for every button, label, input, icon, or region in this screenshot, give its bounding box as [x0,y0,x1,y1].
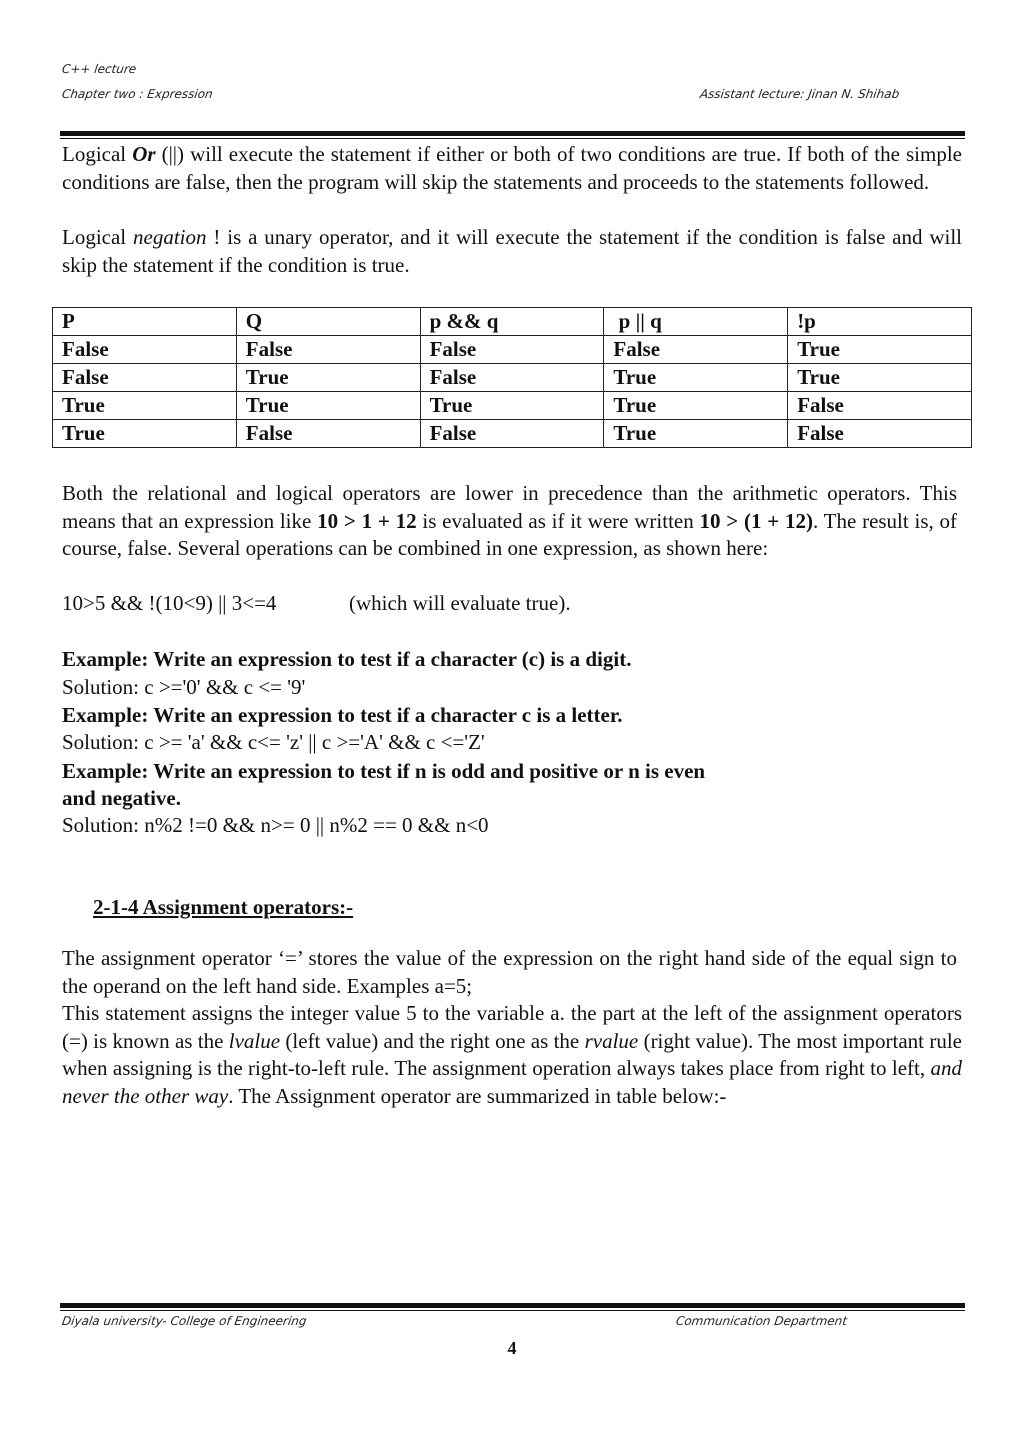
combined-expression-note: (which will evaluate true). [349,591,571,615]
header-rule [60,131,965,139]
example-odd-even-solution: Solution: n%2 !=0 && n>= 0 || n%2 == 0 && n<0 [62,813,489,837]
example-letter-solution: Solution: c >= 'a' && c<= 'z' || c >='A' && c <='Z' [62,730,485,754]
precedence-paragraph: Both the relational and logical operators are lower in precedence than the arithmetic operators. This means that an expression like 10 > 1 + 12 is evaluated as if it were written 10 > (1 + 12). The result is, of course, false. Several operations can be combined in one expression, as shown here: [62,481,958,561]
assignment-rule-paragraph: This statement assigns the integer value 5 to the variable a. the part at the left of the assignment operators (=) is known as the lvalue (left value) and the right one as the rvalue (right value). The most important rule when assigning is the right-to-left rule. The assignment operation always takes place from right to left, and never the other way. The Assignment operator are summarized in table below:- [62,1001,962,1108]
table-cell: False [53,336,237,364]
logical-negation-paragraph: Logical negation ! is a unary operator, and it will execute the statement if the condition is false and will skip the statement if the condition is true. [62,225,963,277]
table-cell: True [420,392,604,420]
page-number: 4 [507,1338,517,1358]
footer-department: Communication Department [675,1314,848,1328]
table-cell: False [236,336,420,364]
table-cell: False [420,364,604,392]
table-header-cell: Q [236,308,420,336]
table-row [53,336,972,364]
example-odd-even-question-cont: and negative. [62,786,182,810]
example-digit-question: Example: Write an expression to test if a character (c) is a digit. [62,647,632,671]
footer-rule [60,1303,965,1311]
example-digit-solution: Solution: c >='0' && c <= '9' [62,675,306,699]
table-cell: True [53,420,237,448]
table-cell: True [53,392,237,420]
logical-or-paragraph: Logical Or (||) will execute the statement if either or both of two conditions are true. If both of the simple conditions are false, then the program will skip the statements and proceeds to the statements followed. [62,142,962,194]
section-heading: 2-1-4 Assignment operators:- [93,895,354,919]
table-cell: True [604,364,788,392]
table-header-row [53,308,972,336]
table-cell: False [788,420,972,448]
combined-expression: 10>5 && !(10<9) || 3<=4 [62,591,277,615]
table-header-cell: p || q [604,308,788,336]
table-header-cell: P [53,308,237,336]
table-cell: False [420,336,604,364]
table-row [53,420,972,448]
table-header-cell: !p [788,308,972,336]
table-cell: True [236,392,420,420]
example-letter-question: Example: Write an expression to test if a character c is a letter. [62,703,623,727]
header-course: C++ lecture [61,62,138,76]
table-row [53,392,972,420]
table-cell: True [788,336,972,364]
truth-table [52,307,972,448]
table-header-cell: p && q [420,308,604,336]
table-cell: False [604,336,788,364]
table-cell: True [604,420,788,448]
header-chapter: Chapter two : Expression [61,87,214,101]
table-cell: False [236,420,420,448]
table-cell: False [420,420,604,448]
table-cell: False [53,364,237,392]
footer-university: Diyala university- College of Engineering [61,1314,308,1328]
assignment-intro-paragraph: The assignment operator ‘=’ stores the value of the expression on the right hand side of the equal sign to the operand on the left hand side. Examples a=5; [62,946,957,998]
table-cell: True [236,364,420,392]
table-cell: True [788,364,972,392]
table-cell: True [604,392,788,420]
table-cell: False [788,392,972,420]
header-lecturer: Assistant lecture: Jinan N. Shihab [699,87,901,101]
table-row [53,364,972,392]
example-odd-even-question: Example: Write an expression to test if n is odd and positive or n is even [62,759,706,783]
